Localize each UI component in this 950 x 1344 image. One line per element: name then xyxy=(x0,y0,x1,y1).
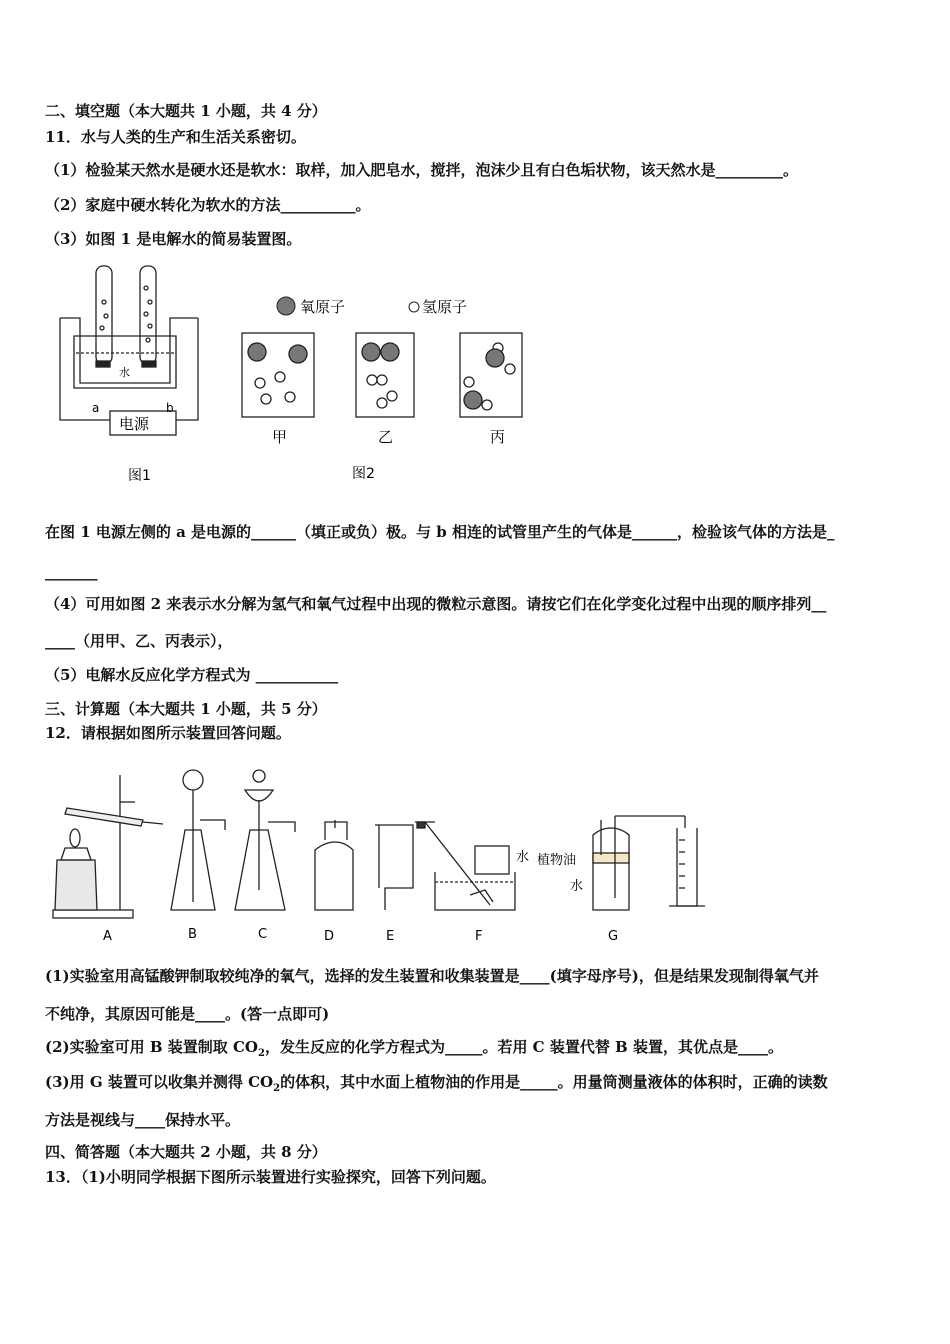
q11-part2: （2）家庭中硬水转化为软水的方法__________。 xyxy=(45,196,371,214)
apparatus-b xyxy=(171,770,225,910)
label-yi: 乙 xyxy=(378,428,394,446)
label-b: b xyxy=(166,401,174,415)
label-F: F xyxy=(475,929,483,944)
q12-part3-b: 方法是视线与____保持水平。 xyxy=(45,1111,241,1129)
label-B: B xyxy=(188,927,197,942)
figure-lab-apparatus xyxy=(45,760,725,950)
label-D: D xyxy=(324,929,335,944)
q11-stem: 11．水与人类的生产和生活关系密切。 xyxy=(45,128,306,146)
q11-part3-fill-a: 在图 1 电源左侧的 a 是电源的______（填正或负）极。与 b 相连的试管里产生的气体是______，检验该气体的方法是_ xyxy=(45,523,835,541)
label-oil: 植物油 xyxy=(537,853,577,868)
q12-part1-b: 不纯净，其原因可能是____。(答一点即可) xyxy=(45,1005,330,1023)
section4-heading: 四、简答题（本大题共 2 小题，共 8 分） xyxy=(45,1143,327,1161)
label-water-f: 水 xyxy=(516,850,530,865)
box-bing xyxy=(460,333,522,417)
q13-stem: 13．（1)小明同学根据下图所示装置进行实验探究，回答下列问题。 xyxy=(45,1168,496,1186)
oxygen-legend-icon xyxy=(277,297,295,315)
power-label: 电源 xyxy=(119,415,150,433)
apparatus-g xyxy=(593,816,705,910)
q12-part1-a: (1)实验室用高锰酸钾制取较纯净的氧气，选择的发生装置和收集装置是____(填字母序号)，但是结果发现制得氧气并 xyxy=(45,967,819,985)
label-jia: 甲 xyxy=(272,428,288,446)
apparatus-d xyxy=(315,820,353,910)
section3-heading: 三、计算题（本大题共 1 小题，共 5 分） xyxy=(45,700,327,718)
apparatus-e xyxy=(375,822,435,910)
q11-part4-b: ____（用甲、乙、丙表示）， xyxy=(45,632,233,650)
figure1-caption: 图1 xyxy=(128,468,151,484)
q11-part5: （5）电解水反应化学方程式为 ___________ xyxy=(45,666,339,684)
electrolysis-apparatus xyxy=(60,266,198,435)
hydrogen-legend-icon xyxy=(409,302,419,312)
label-water: 水 xyxy=(119,366,130,379)
section2-heading: 二、填空题（本大题共 1 小题，共 4 分） xyxy=(45,102,327,120)
q11-part3-fill-b: _______ xyxy=(45,563,98,581)
q12-stem: 12．请根据如图所示装置回答问题。 xyxy=(45,724,291,742)
legend-oxygen: 氧原子 xyxy=(300,298,346,316)
q12-part3-a: (3)用 G 装置可以收集并测得 $CO_2$的体积，其中水面上植物油的作用是_____。用量筒测量液体的体积时，正确的读数 xyxy=(45,1073,828,1094)
apparatus-a xyxy=(53,775,163,918)
box-jia xyxy=(242,333,314,417)
apparatus-f xyxy=(425,822,515,910)
label-water-g: 水 xyxy=(570,879,584,894)
apparatus-c xyxy=(235,770,295,910)
label-E: E xyxy=(386,929,395,944)
label-G: G xyxy=(608,929,619,944)
figure-electrolysis xyxy=(50,258,530,488)
label-bing: 丙 xyxy=(490,428,506,446)
legend-hydrogen: 氢原子 xyxy=(422,298,468,316)
figure2-caption: 图2 xyxy=(352,466,375,482)
q12-part2: (2)实验室可用 B 装置制取 $CO_2$，发生反应的化学方程式为_____。若用 C 装置代替 B 装置，其优点是____。 xyxy=(45,1038,783,1059)
label-A: A xyxy=(103,929,112,944)
label-C: C xyxy=(258,927,268,942)
q11-part3: （3）如图 1 是电解水的简易装置图。 xyxy=(45,230,302,248)
box-yi xyxy=(356,333,414,417)
q11-part1: （1）检验某天然水是硬水还是软水：取样，加入肥皂水，搅拌，泡沫少且有白色垢状物，该天然水是_________。 xyxy=(45,161,798,179)
q11-part4-a: （4）可用如图 2 来表示水分解为氢气和氧气过程中出现的微粒示意图。请按它们在化学变化过程中出现的顺序排列__ xyxy=(45,595,827,613)
label-a: a xyxy=(92,401,100,415)
